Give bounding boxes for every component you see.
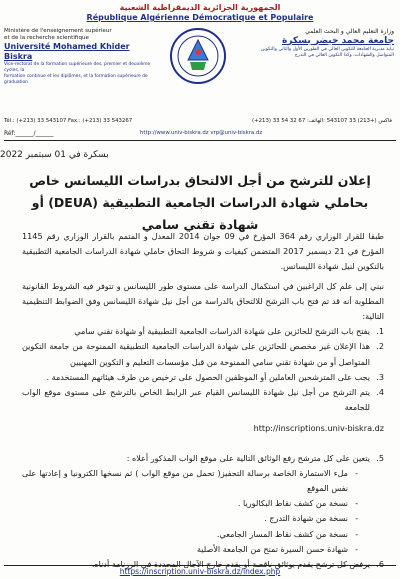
header-french-block [4, 28, 154, 86]
vice-rectorat-line-2: formation continue et les diplômes, et la formation supérieure de graduation [4, 74, 148, 85]
list-item: 4. يتم الترشح من أجل نيل شهادة الليسانس القيام عبر الرابط الخاص بالترشح على مستوى موقع الواب للجامعة [22, 387, 384, 413]
inscription-link[interactable]: http://inscriptions.univ-biskra.dz [253, 423, 384, 434]
document-item: - ملء الاستمارة الخاصة برسالة التحفيز( تحمل من موقع الواب ) ثم نسخها الكترونيا و إعادتها على نفس الموقع [22, 466, 348, 496]
university-name-french: Université Mohamed Khider Biskra [4, 42, 130, 61]
ministry-line-2: et de la recherche scientifique [4, 35, 89, 41]
list-item: 2. هذا الإعلان غير مخصص للحائزين على شهادة الدراسات الجامعية التطبيقية الممنوحة من جامعة التكوين المتواصل أو من شهادة تقني سامي الممنوحة من قبل مؤسسات التعليم و التكوين المهنيين [22, 341, 384, 367]
header-republic-arabic: الجمهورية الجزائرية الديمقراطية الشعبية [119, 3, 281, 12]
vice-rectorat-line-1: Vice-rectorat de la formation supérieure des, premier et deuxième cycles, la [4, 62, 151, 73]
ministry-line-1: Ministère de l'enseignement supérieur [4, 28, 112, 34]
announcement-body [22, 229, 384, 572]
website-line[interactable]: http://www.univ-biskra.dz vrp@univ-biskra.dz [140, 130, 263, 136]
announcement-title: إعلان للترشح من أجل الالتحاق بدراسات الليسانس خاص بحاملي شهادة الدراسات الجامعية التطبيقية (DEUA) أو شهادة تقني سامي [29, 173, 371, 232]
intro-paragraph-1: طبقا للقرار الوزاري رقم 364 المؤرخ في 09 جوان 2014 المعدل و المتمم بالقرار الوزاري رقم 1145 المؤرخ في 21 ديسمبر 2017 المتضمن كيفيات و شروط التحاق حاملي شهادة الدراسات الجامعية التطبيقية بالتكوين لنيل شهادة الليسانس. [22, 231, 384, 272]
conditions-list [22, 324, 384, 415]
header-republic-french: République Algérienne Démocratique et Populaire [86, 13, 314, 22]
document-date: بسكرة في 01 سبتمبر 2022 [0, 150, 109, 160]
header-divider [4, 140, 396, 141]
footer-divider [4, 565, 396, 566]
reference-line: Réf:______/______ [4, 130, 54, 137]
intro-paragraph-2: نبني إلى علم كل الراغبين في استكمال الدراسة على مستوى طور الليسانس و تتوفر فيه الشروط القانونية المطلوبة أنه قد تم فتح باب الترشح للالتحاق بالدراسة من أجل نيل شهادة الليسانس وفق الضوابط التنظيمية التالية: [22, 280, 384, 322]
list-item: 5. يتعين على كل مترشح رفع الوثائق التالية على موقع الواب المذكور أعلاه : - ملء الاستمارة الخاصة برسالة التحفيز( تحمل من موقع الواب ) ثم نسخها الكترونيا و إعادتها على نفس الموقع - نسخة من كشف نقاط البكالوريا . - نسخة من شهادة التدرج . - نسخة من كشف نقاط المسار الجامعي. - شهادة حسن السيرة تمنح من الجامعة الأصلية [22, 451, 370, 557]
document-item: - نسخة من كشف نقاط البكالوريا . [22, 496, 348, 511]
vice-rectorat-arabic-2: المتواصل والشهادات، وكذا التكوين العالي في التدرج [294, 52, 394, 58]
documents-list [22, 451, 384, 573]
contact-left: Tél.: (+213) 33 543107 Fax.: (+213) 33 543267 [4, 118, 133, 124]
university-name-arabic: جامعة محمد خيضر بسكرة [282, 35, 394, 46]
document-item: - شهادة حسن السيرة تمنح من الجامعة الأصلية [22, 542, 348, 557]
list-item: 3. يجب على المترشحين العاملين أو الموظفين الحصول على ترخيص من طرف هيئاتهم المستخدمة . [46, 371, 384, 382]
required-documents [22, 466, 370, 557]
university-logo [168, 26, 228, 86]
document-item: - نسخة من شهادة التدرج . [22, 511, 348, 526]
header-arabic-block [244, 28, 394, 59]
list-item: 1. يفتح باب الترشح للحائزين على شهادة الدراسات الجامعية التطبيقية أو شهادة تقني سامي [74, 326, 384, 337]
vice-rectorat-arabic-1: نيابة مديرية الجامعة للتكوين العالي في الطورين الأول والثاني والتكوين [260, 46, 394, 52]
footer-link[interactable]: https://inscription.univ-biskra.dz/index.php [119, 567, 281, 576]
document-item: - نسخة من كشف نقاط المسار الجامعي. [22, 527, 348, 542]
ministry-arabic: وزارة التعليم العالي و البحث العلمي [305, 28, 394, 35]
contact-right: (+213) 33 54 32 67 :فاكس (+213) 33 543107 :الهاتف [251, 118, 392, 124]
